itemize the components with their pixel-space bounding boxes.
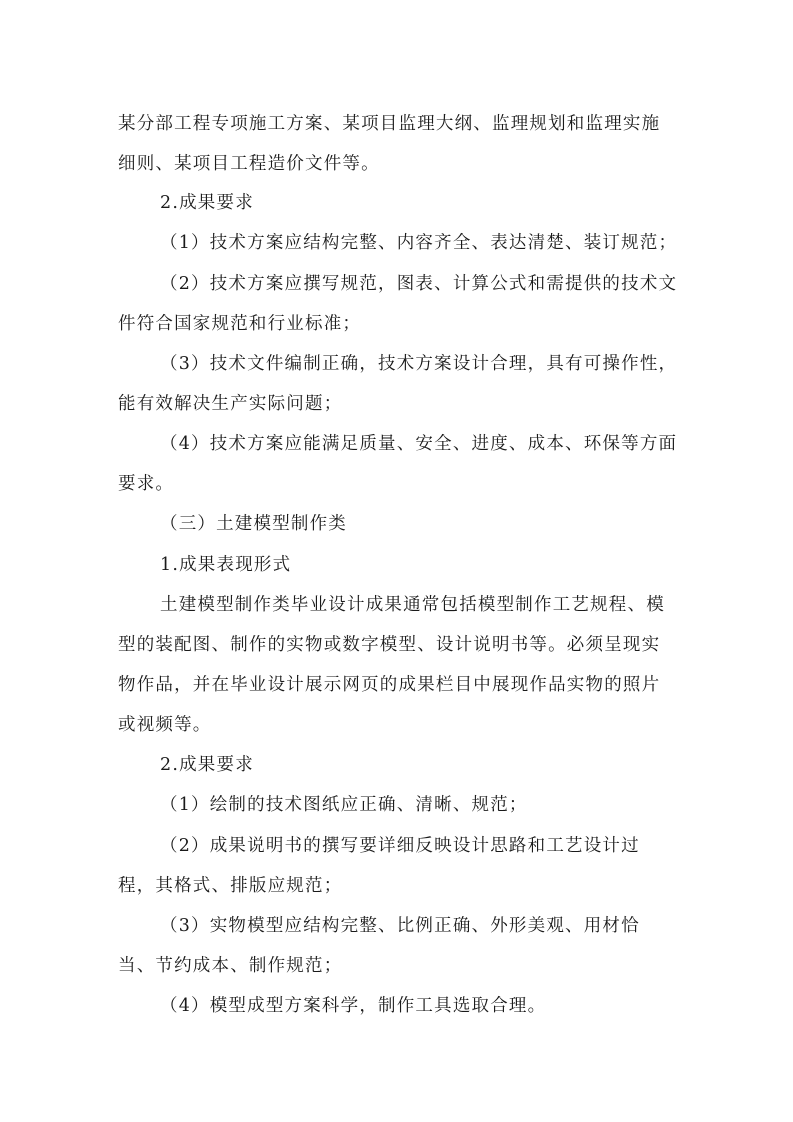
list-item: （3）技术文件编制正确，技术方案设计合理，具有可操作性， (160, 354, 678, 374)
list-item-continuation: 要求。 (118, 474, 175, 494)
list-item: （4）技术方案应能满足质量、安全、进度、成本、环保等方面 (160, 434, 678, 454)
paragraph-line: 物作品，并在毕业设计展示网页的成果栏目中展现作品实物的照片 (118, 675, 661, 695)
list-item-continuation: 当、节约成本、制作规范； (118, 956, 343, 976)
chapter-heading: （三）土建模型制作类 (160, 514, 347, 534)
paragraph-line: 细则、某项目工程造价文件等。 (118, 154, 380, 174)
section-heading: 2.成果要求 (160, 755, 254, 775)
list-item: （1）技术方案应结构完整、内容齐全、表达清楚、装订规范； (160, 233, 678, 253)
paragraph-line: 土建模型制作类毕业设计成果通常包括模型制作工艺规程、模 (160, 595, 665, 615)
list-item-continuation: 件符合国家规范和行业标准； (118, 314, 362, 334)
list-item: （2）技术方案应撰写规范，图表、计算公式和需提供的技术文 (160, 274, 678, 294)
paragraph-line: 或视频等。 (118, 715, 212, 735)
section-heading: 1.成果表现形式 (160, 555, 292, 575)
list-item: （1）绘制的技术图纸应正确、清晰、规范； (160, 795, 528, 815)
list-item: （3）实物模型应结构完整、比例正确、外形美观、用材恰 (160, 916, 640, 936)
list-item-continuation: 能有效解决生产实际问题； (118, 394, 343, 414)
paragraph-line: 型的装配图、制作的实物或数字模型、设计说明书等。必须呈现实 (118, 635, 661, 655)
list-item: （2）成果说明书的撰写要详细反映设计思路和工艺设计过 (160, 836, 640, 856)
list-item: （4）模型成型方案科学，制作工具选取合理。 (160, 996, 547, 1016)
section-heading: 2.成果要求 (160, 193, 254, 213)
paragraph-line: 某分部工程专项施工方案、某项目监理大纲、监理规划和监理实施 (118, 114, 661, 134)
list-item-continuation: 程，其格式、排版应规范； (118, 876, 343, 896)
